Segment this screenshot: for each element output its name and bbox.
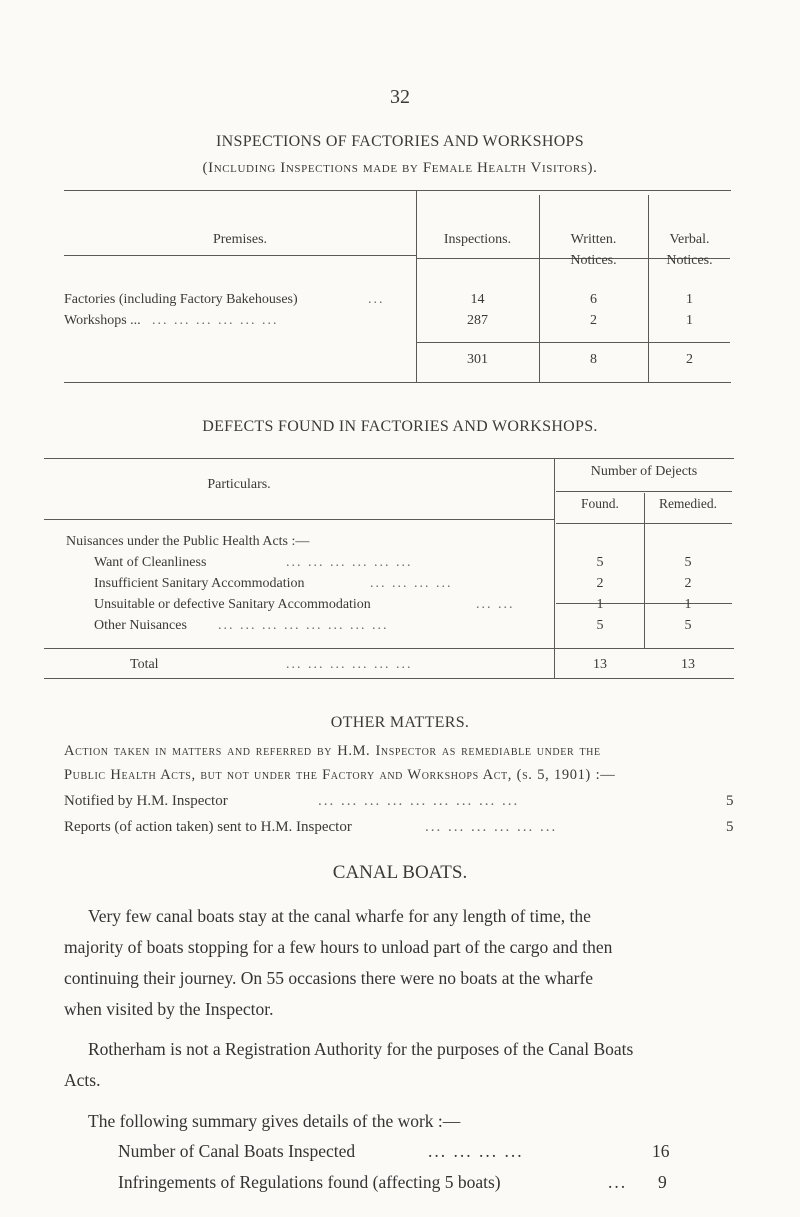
canal-boats-title: CANAL BOATS.: [332, 862, 468, 883]
para3: The following summary gives details of the work :—: [88, 1111, 461, 1131]
other-matters-intro-line1: Action taken in matters and referred by H.M. Inspector as remediable under the: [64, 743, 601, 759]
other-matters-intro-line2: Public Health Acts, but not under the Factory and Workshops Act, (s. 5, 1901) :—: [64, 767, 616, 783]
header-premises: Premises.: [212, 232, 268, 247]
row-remedied: 1: [684, 597, 692, 612]
header-particulars: Particulars.: [207, 477, 271, 492]
total-found: 13: [593, 657, 607, 672]
inspections-title: INSPECTIONS OF FACTORIES AND WORKSHOPS: [216, 133, 584, 150]
row-label: Insufficient Sanitary Accommodation: [94, 576, 305, 591]
total-label: Total: [130, 657, 159, 672]
row-leader: ... ... ... ... ... ...: [152, 313, 279, 328]
inspections-subtitle: (Including Inspections made by Female Health Visitors).: [202, 160, 598, 176]
header-written-2: Notices.: [570, 253, 617, 268]
header-remedied: Remedied.: [658, 496, 718, 511]
para2-line2: Acts.: [64, 1070, 101, 1090]
row-leader: ... ... ... ...: [370, 576, 453, 591]
total-verbal: 2: [686, 352, 693, 367]
header-verbal-1: Verbal.: [669, 232, 710, 247]
header-written-1: Written.: [570, 232, 617, 247]
row-found: 5: [596, 555, 604, 570]
item-value: 5: [726, 819, 734, 835]
header-inspections: Inspections.: [443, 232, 512, 247]
row-written: 6: [590, 292, 597, 307]
row-found: 5: [596, 618, 604, 633]
para1-line1: Very few canal boats stay at the canal wharfe for any length of time, the: [88, 906, 591, 926]
row-leader: ... ...: [476, 597, 515, 612]
group-label: Nuisances under the Public Health Acts :—: [66, 534, 310, 549]
item-label: Notified by H.M. Inspector: [64, 793, 228, 809]
row-inspections: 14: [470, 292, 485, 307]
total-leader: ... ... ... ... ... ...: [286, 657, 413, 672]
summary-value: 16: [652, 1141, 670, 1161]
summary-leader: ...: [608, 1172, 628, 1192]
row-remedied: 5: [684, 618, 692, 633]
row-leader: ... ... ... ... ... ...: [286, 555, 413, 570]
total-written: 8: [590, 352, 597, 367]
other-matters-title: OTHER MATTERS.: [330, 714, 470, 731]
row-found: 2: [596, 576, 604, 591]
para1-line2: majority of boats stopping for a few hours to unload part of the cargo and then: [64, 937, 613, 957]
item-label: Reports (of action taken) sent to H.M. Inspector: [64, 819, 352, 835]
header-verbal-2: Notices.: [666, 253, 713, 268]
row-verbal: 1: [686, 313, 693, 328]
para2-line1: Rotherham is not a Registration Authority for the purposes of the Canal Boats: [88, 1039, 634, 1059]
defects-title: DEFECTS FOUND IN FACTORIES AND WORKSHOPS.: [202, 418, 598, 435]
total-inspections: 301: [467, 352, 488, 367]
summary-value: 9: [658, 1172, 667, 1192]
row-remedied: 2: [684, 576, 692, 591]
summary-label: Number of Canal Boats Inspected: [118, 1141, 356, 1161]
row-written: 2: [590, 313, 597, 328]
summary-label: Infringements of Regulations found (affecting 5 boats): [118, 1172, 501, 1192]
row-premises: Factories (including Factory Bakehouses): [64, 292, 298, 307]
row-remedied: 5: [684, 555, 692, 570]
row-premises: Workshops ...: [64, 313, 141, 328]
row-leader: ...: [368, 292, 385, 307]
row-verbal: 1: [686, 292, 693, 307]
para1-line4: when visited by the Inspector.: [64, 999, 274, 1019]
para1-line3: continuing their journey. On 55 occasions there were no boats at the wharfe: [64, 968, 594, 988]
total-remedied: 13: [681, 657, 695, 672]
header-number-of-defects: Number of Dejects: [590, 464, 698, 479]
item-value: 5: [726, 793, 734, 809]
item-leader: ... ... ... ... ... ... ... ... ...: [318, 793, 520, 809]
summary-leader: ... ... ... ...: [428, 1141, 524, 1161]
row-label: Unsuitable or defective Sanitary Accommodation: [94, 597, 371, 612]
header-found: Found.: [581, 496, 619, 511]
item-leader: ... ... ... ... ... ...: [425, 819, 558, 835]
row-label: Want of Cleanliness: [94, 555, 207, 570]
row-found: 1: [596, 597, 604, 612]
page-number: 32: [390, 86, 410, 108]
row-leader: ... ... ... ... ... ... ... ...: [218, 618, 389, 633]
row-inspections: 287: [467, 313, 488, 328]
row-label: Other Nuisances: [94, 618, 187, 633]
